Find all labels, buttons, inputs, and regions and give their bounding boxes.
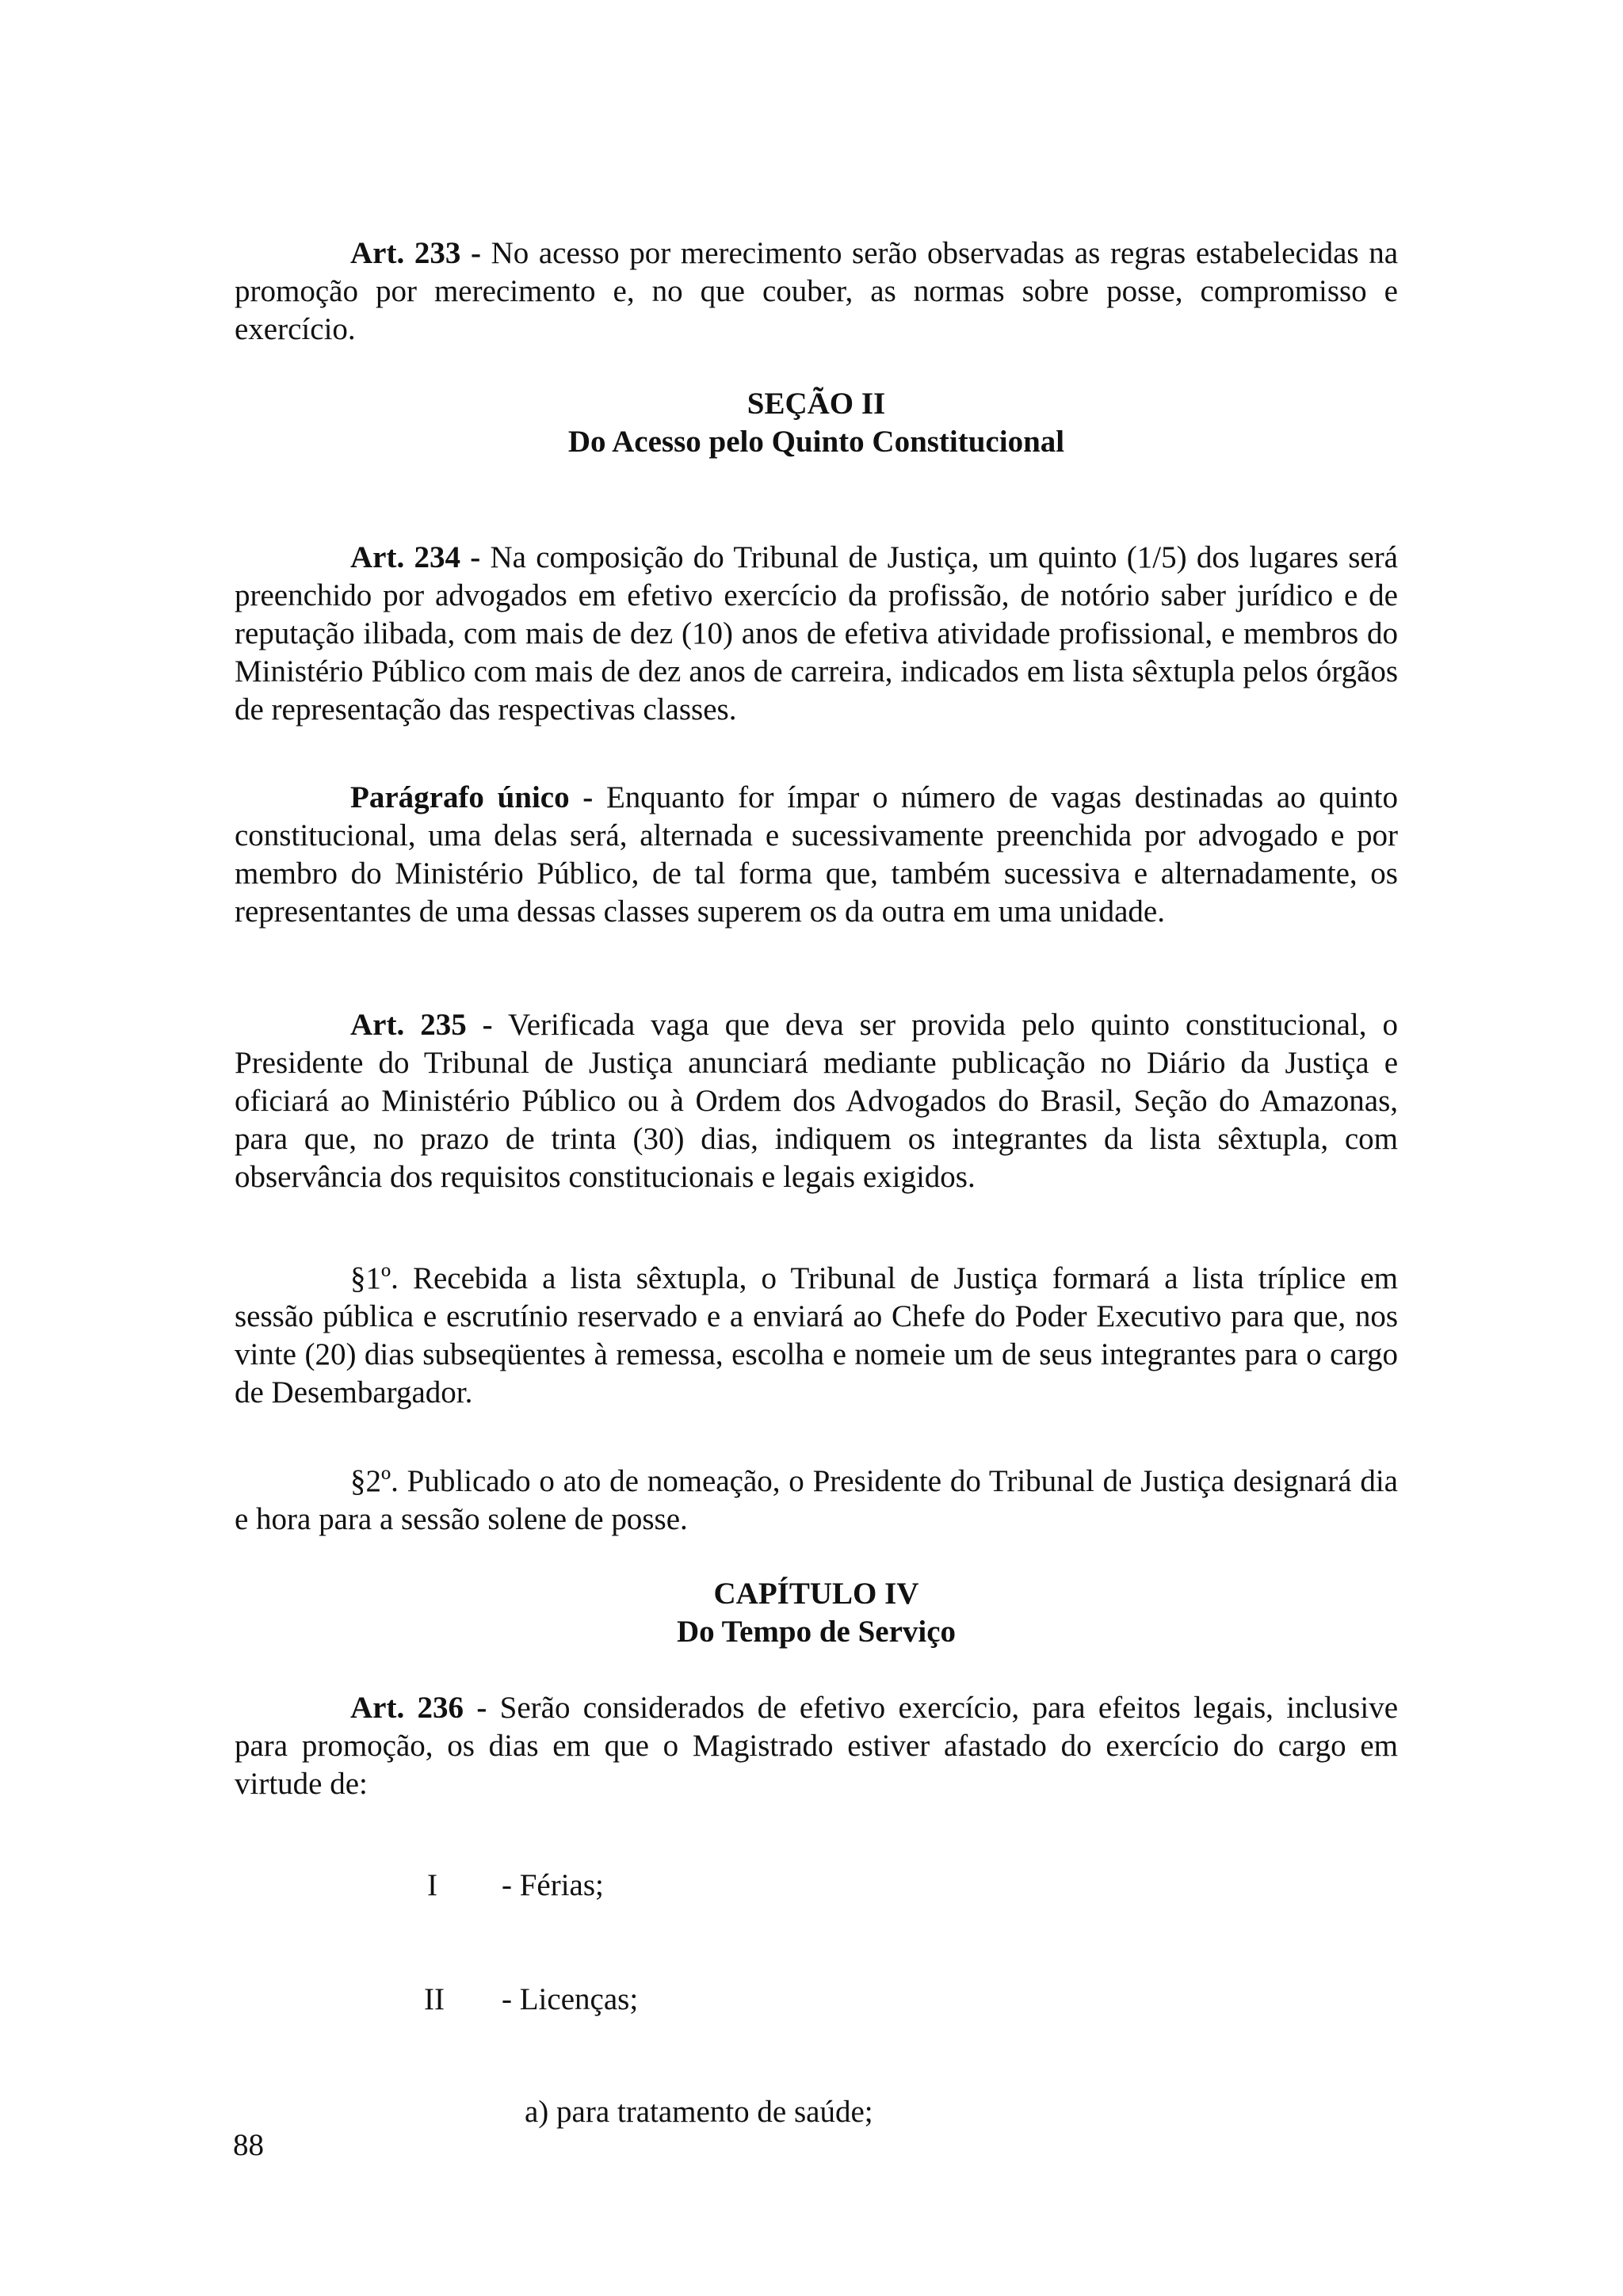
article-235-text: Verificada vaga que deva ser provida pelo quinto constitucional, o Presidente do Tribunal de Justiça anunciará mediante publicação no Diário da Justiça e oficiará ao Ministério Público ou à Ordem dos Advogados do Brasil, Seção do Amazonas, para que, no prazo de trinta (30) dias, indiquem os integrantes da lista sêxtupla, com observância dos requisitos constitucionais e legais exigidos. [235, 1008, 1398, 1194]
list-item-2-text: - Licenças; [502, 1982, 639, 2016]
article-235 [235, 1006, 1398, 1196]
page-number: 88 [233, 2128, 264, 2162]
list-item-1-number: I [427, 1868, 437, 1902]
list-item-2-number: II [424, 1982, 445, 2016]
article-233 [235, 235, 1398, 349]
article-236 [235, 1689, 1398, 1803]
article-234 [235, 539, 1398, 729]
article-233-label: Art. 233 - [350, 236, 481, 270]
article-236-label: Art. 236 - [350, 1691, 487, 1725]
article-235-paragraph-2: §2º. Publicado o ato de nomeação, o Presidente do Tribunal de Justiça designará dia e hora para a sessão solene de posse. [235, 1464, 1398, 1536]
article-235-label: Art. 235 - [350, 1008, 493, 1042]
paragrafo-unico-text: Enquanto for ímpar o número de vagas destinadas ao quinto constitucional, uma delas será, alternada e sucessivamente preenchida por advogado e por membro do Ministério Público, de tal forma que, também sucessiva e alternadamente, os representantes de uma dessas classes superem os da outra em uma unidade. [235, 780, 1398, 929]
article-235-paragraph-1: §1º. Recebida a lista sêxtupla, o Tribunal de Justiça formará a lista tríplice em sessão pública e escrutínio reservado e a enviará ao Chefe do Poder Executivo para que, nos vinte (20) dias subseqüentes à remessa, escolha e nomeie um de seus integrantes para o cargo de Desembargador. [235, 1261, 1398, 1409]
section-ii-subtitle: Do Acesso pelo Quinto Constitucional [567, 425, 1065, 459]
section-ii-title: SEÇÃO II [747, 387, 886, 421]
paragrafo-unico-label: Parágrafo único - [350, 780, 594, 814]
article-234-label: Art. 234 - [350, 540, 481, 574]
chapter-iv-subtitle: Do Tempo de Serviço [676, 1615, 957, 1649]
chapter-iv-title: CAPÍTULO IV [713, 1577, 919, 1611]
sub-item-a: a) para tratamento de saúde; [525, 2095, 873, 2129]
list-item-1-text: - Férias; [502, 1868, 604, 1902]
article-236-text: Serão considerados de efetivo exercício, para efeitos legais, inclusive para promoção, os dias em que o Magistrado estiver afastado do exercício do cargo em virtude de: [235, 1691, 1399, 1801]
paragrafo-unico [235, 779, 1398, 931]
article-233-text: No acesso por merecimento serão observadas as regras estabelecidas na promoção por merecimento e, no que couber, as normas sobre posse, compromisso e exercício. [235, 236, 1399, 346]
article-234-text: Na composição do Tribunal de Justiça, um quinto (1/5) dos lugares será preenchido por advogados em efetivo exercício da profissão, de notório saber jurídico e de reputação ilibada, com mais de dez (10) anos de efetiva atividade profissional, e membros do Ministério Público com mais de dez anos de carreira, indicados em lista sêxtupla pelos órgãos de representação das respectivas classes. [235, 540, 1398, 727]
